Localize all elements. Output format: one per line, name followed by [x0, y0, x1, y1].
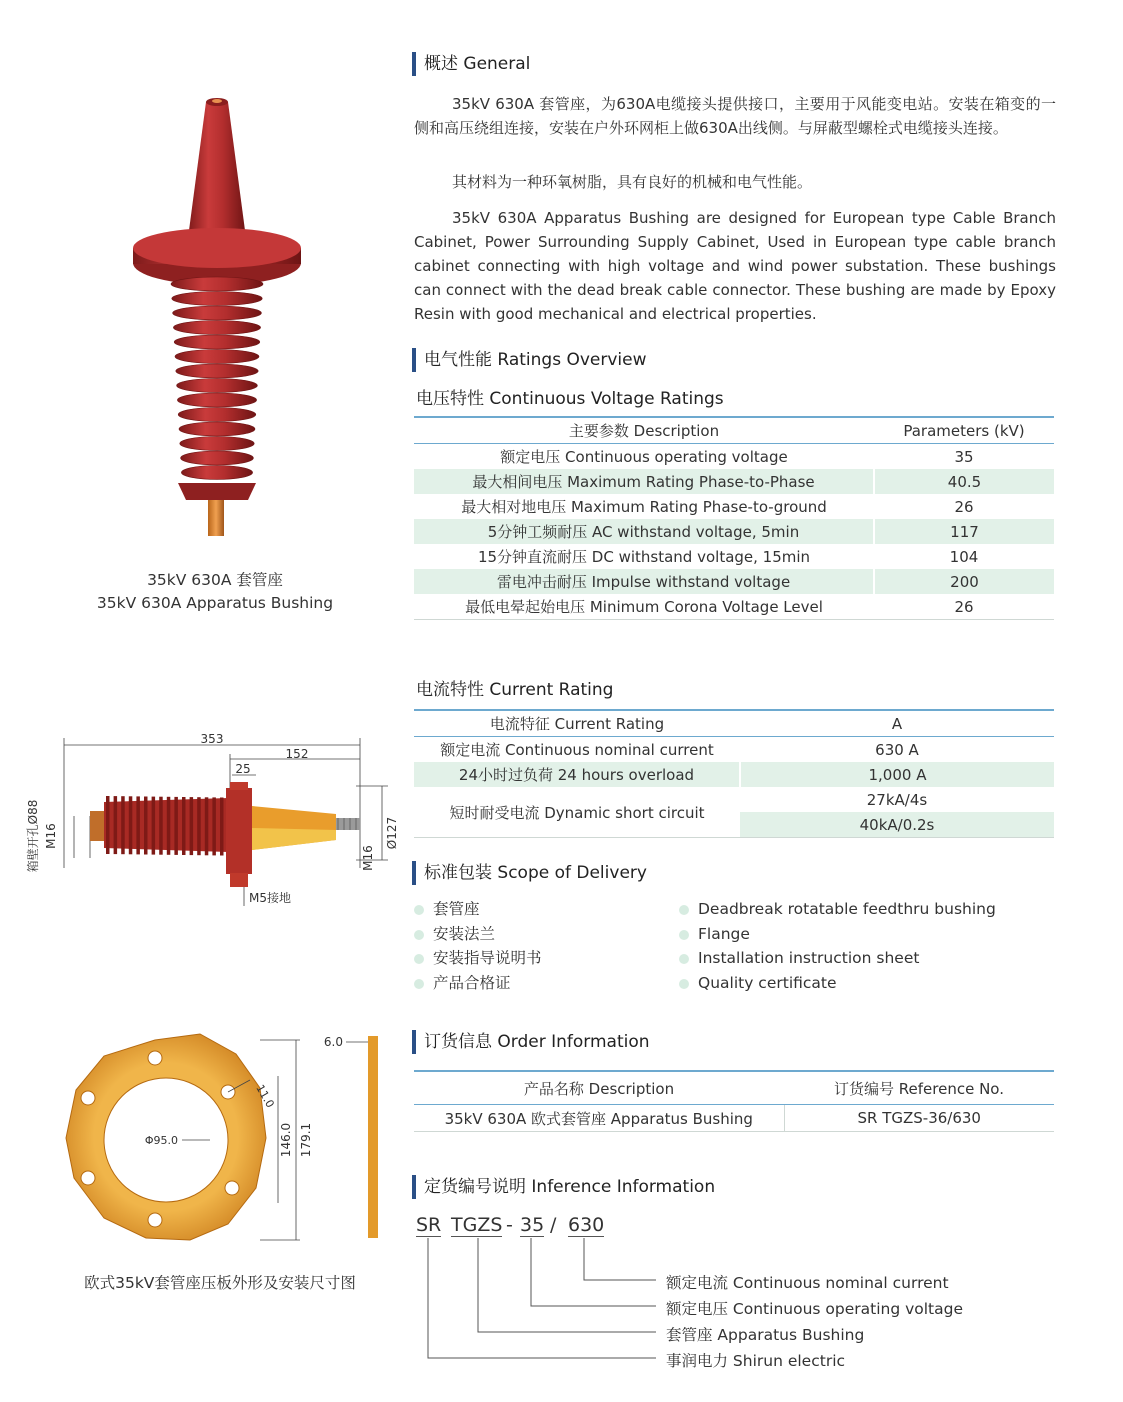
row-value: 200 — [874, 569, 1054, 594]
rib — [173, 306, 262, 320]
row-description: 5分钟工频耐压 AC withstand voltage, 5min — [414, 519, 874, 544]
flange-drawing-caption: 欧式35kV套管座压板外形及安装尺寸图 — [84, 1274, 356, 1292]
dim-152-label: 152 — [285, 747, 309, 761]
general-cn-paragraph-2: 其材料为一种环氧树脂，具有良好的机械和电气性能。 — [452, 173, 813, 191]
dim-m16-left-label: M16 — [44, 823, 58, 849]
table-row — [414, 444, 1054, 470]
list-item: Flange — [679, 922, 996, 947]
header-parameters: Parameters (kV) — [874, 417, 1054, 444]
delivery-list-en — [679, 897, 996, 995]
code-seg-tgzs: TGZS — [451, 1214, 503, 1236]
row-value: 117 — [874, 519, 1054, 544]
row-description: 最大相对地电压 Maximum Rating Phase-to-ground — [461, 498, 827, 516]
list-item: Quality certificate — [679, 971, 996, 996]
bullet-icon — [679, 905, 689, 915]
rib — [171, 277, 263, 291]
voltage-ratings-table — [414, 416, 1054, 620]
code-slash: / — [550, 1214, 557, 1236]
general-heading: 概述 General — [412, 52, 530, 76]
rib — [173, 321, 260, 335]
general-cn-paragraph-1: 35kV 630A 套管座，为630A电缆接头提供接口，主要用于风能变电站。安装在箱变的一侧和高压绕组连接，安装在户外环网柜上做630A出线侧。与屏蔽型螺栓式电缆接头连接。 — [414, 95, 1056, 137]
dim-179-label: 179.1 — [299, 1122, 313, 1158]
dim-dia127-label: Ø127 — [385, 816, 399, 850]
list-item: 套管座 — [414, 897, 542, 922]
list-item: Deadbreak rotatable feedthru bushing — [679, 897, 996, 922]
bullet-icon — [679, 930, 689, 940]
table-row — [414, 762, 1054, 787]
order-table — [414, 1070, 1054, 1132]
product-caption-en: 35kV 630A Apparatus Bushing — [96, 594, 334, 612]
dim-m16-right-label: M16 — [361, 845, 375, 871]
code-seg-35: 35 — [520, 1214, 545, 1236]
list-item: 安装法兰 — [414, 922, 542, 947]
row-value: 40.5 — [874, 469, 1054, 494]
dim-m5-label: M5接地 — [249, 891, 291, 905]
rib — [159, 797, 163, 855]
header-description: 主要参数 Description — [414, 417, 874, 444]
rib — [179, 422, 255, 436]
table-row — [414, 594, 1054, 620]
row-description: 额定电流 Continuous nominal current — [440, 741, 714, 759]
row-value: 27kA/4s — [866, 790, 928, 809]
header-unit: A — [740, 710, 1054, 737]
rib — [205, 797, 209, 855]
row-value: 630 A — [875, 740, 919, 759]
row-description: 24小时过负荷 24 hours overload — [414, 762, 740, 787]
rib — [180, 437, 254, 451]
flange-plate-drawing — [60, 1028, 390, 1258]
rib — [174, 797, 178, 855]
rib — [172, 292, 262, 306]
row-value: 40kA/0.2s — [740, 812, 1054, 838]
bushing-drawing-body — [90, 782, 360, 887]
table-header-row — [414, 1071, 1054, 1105]
dim-6-label: 6.0 — [323, 1035, 343, 1049]
row-value: 35 — [954, 447, 974, 466]
rib — [136, 796, 140, 854]
table-header-row — [414, 417, 1054, 444]
table-row — [414, 569, 1054, 594]
dim-11-label: 11.0 — [253, 1082, 277, 1111]
delivery-list-cn — [414, 897, 542, 995]
list-item: 产品合格证 — [414, 971, 542, 996]
row-description: 最低电晕起始电压 Minimum Corona Voltage Level — [414, 594, 874, 620]
dim-25-label: 25 — [235, 762, 251, 776]
rib — [152, 797, 156, 855]
bushing-ribs — [171, 277, 263, 480]
header-description: 电流特征 Current Rating — [414, 710, 740, 737]
row-description: 最大相间电压 Maximum Rating Phase-to-Phase — [414, 469, 874, 494]
header-reference: 订货编号 Reference No. — [784, 1071, 1054, 1105]
table-row — [414, 1105, 1054, 1132]
rib — [129, 796, 133, 854]
rib — [197, 797, 201, 855]
table-row — [414, 469, 1054, 494]
rib — [212, 797, 216, 855]
bullet-icon — [414, 979, 424, 989]
ratings-heading: 电气性能 Ratings Overview — [412, 348, 647, 372]
rib — [106, 796, 110, 854]
rib — [177, 379, 258, 393]
header-description: 产品名称 Description — [414, 1071, 784, 1105]
list-item: Installation instruction sheet — [679, 946, 996, 971]
row-description: 额定电压 Continuous operating voltage — [500, 448, 788, 466]
table-header-row — [414, 710, 1054, 737]
row-description: 15分钟直流耐压 DC withstand voltage, 15min — [477, 548, 811, 566]
row-description: 35kV 630A 欧式套管座 Apparatus Bushing — [414, 1105, 784, 1132]
general-en-paragraph: 35kV 630A Apparatus Bushing are designed for European type Cable Branch Cabinet, Power Surrounding Supply Cabinet, Used in European type cable branch cabinet connecting with high voltage and wind power substation. These bushings can connect with the dead break cable connector. These bushing are made by Epoxy Resin with good mechanical and electrical properties. — [414, 209, 1056, 323]
row-value: 26 — [954, 497, 974, 516]
bullet-icon — [679, 954, 689, 964]
rib — [177, 393, 256, 407]
bullet-icon — [414, 930, 424, 940]
row-value: 1,000 A — [740, 762, 1054, 787]
inference-heading: 定货编号说明 Inference Information — [412, 1175, 715, 1199]
row-description: 雷电冲击耐压 Impulse withstand voltage — [414, 569, 874, 594]
rib — [182, 797, 186, 855]
bullet-icon — [414, 905, 424, 915]
legend-bushing: 套管座 Apparatus Bushing — [666, 1326, 865, 1344]
table-row — [414, 494, 1054, 519]
rib — [121, 796, 125, 854]
current-rating-title: 电流特性 Current Rating — [416, 680, 614, 700]
dim-353-label: 353 — [200, 732, 224, 746]
rib — [178, 408, 256, 422]
current-rating-table — [414, 709, 1054, 838]
bullet-icon — [679, 979, 689, 989]
legend-current: 额定电流 Continuous nominal current — [666, 1274, 949, 1292]
legend-brand: 事润电力 Shirun electric — [666, 1352, 846, 1370]
bushing-dimension-drawing — [20, 728, 400, 918]
code-seg-630: 630 — [568, 1214, 605, 1236]
rib — [167, 797, 171, 855]
legend-voltage: 额定电压 Continuous operating voltage — [666, 1300, 964, 1318]
dim-95-label: Φ95.0 — [144, 1134, 178, 1147]
code-leader-lines — [420, 1238, 660, 1368]
dim-hole-label: 箱壁开孔Ø88 — [26, 799, 40, 873]
table-row — [414, 519, 1054, 544]
delivery-heading: 标准包装 Scope of Delivery — [412, 861, 647, 885]
rib — [181, 451, 254, 465]
table-row — [414, 737, 1054, 763]
rib — [176, 364, 258, 378]
rib — [220, 798, 224, 856]
row-value: 104 — [949, 547, 979, 566]
table-row — [414, 544, 1054, 569]
rib — [144, 797, 148, 855]
bushing-photo — [120, 88, 320, 548]
rib — [114, 796, 118, 854]
bullet-icon — [414, 954, 424, 964]
rib — [175, 350, 259, 364]
table-row — [414, 787, 1054, 812]
list-item: 安装指导说明书 — [414, 946, 542, 971]
row-reference: SR TGZS-36/630 — [784, 1105, 1054, 1132]
dim-146-label: 146.0 — [279, 1122, 293, 1158]
rib — [190, 797, 194, 855]
row-description: 短时耐受电流 Dynamic short circuit — [414, 787, 740, 838]
order-heading: 订货信息 Order Information — [412, 1030, 650, 1054]
voltage-ratings-title: 电压特性 Continuous Voltage Ratings — [416, 389, 724, 409]
row-value: 26 — [874, 594, 1054, 620]
code-seg-sr: SR — [416, 1214, 442, 1236]
rib — [181, 466, 252, 480]
product-caption-cn: 35kV 630A 套管座 — [147, 571, 283, 589]
rib — [174, 335, 260, 349]
code-dash: - — [506, 1214, 513, 1236]
